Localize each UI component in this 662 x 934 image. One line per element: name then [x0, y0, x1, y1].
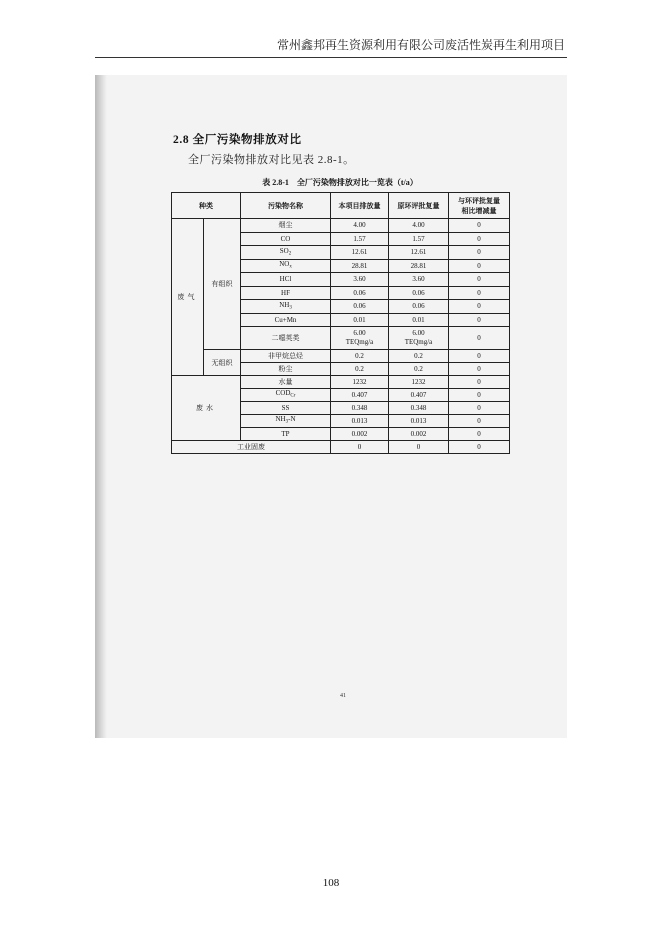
section-heading: 2.8 全厂污染物排放对比	[173, 134, 302, 146]
change-amount: 0	[449, 246, 510, 260]
approved-amount: 4.00	[389, 219, 449, 233]
running-header: 常州鑫邦再生资源利用有限公司废活性炭再生利用项目	[276, 38, 565, 52]
project-emission: 12.61	[331, 246, 389, 260]
change-amount: 0	[449, 300, 510, 314]
pollutant-name: 二噁英类	[241, 327, 331, 350]
formula-subscript: 3	[289, 305, 292, 310]
section-intro: 全厂污染物排放对比见表 2.8-1。	[188, 154, 355, 166]
change-amount: 0	[449, 402, 510, 415]
project-emission: 0.06	[331, 300, 389, 314]
change-amount: 0	[449, 428, 510, 441]
change-amount: 0	[449, 415, 510, 428]
project-emission: 3.60	[331, 273, 389, 287]
project-emission-unit: TEQmg/a	[345, 338, 374, 346]
approved-amount: 0	[389, 441, 449, 454]
table-caption	[171, 177, 509, 188]
pollutant-formula: COD	[275, 389, 291, 398]
approved-amount-unit: TEQmg/a	[404, 338, 433, 346]
project-emission: 1.57	[331, 232, 389, 246]
approved-amount: 0.06	[389, 300, 449, 314]
project-emission: 0	[331, 441, 389, 454]
project-emission: 0.06	[331, 286, 389, 300]
pollutant-name: Cu+Mn	[241, 313, 331, 327]
scan-edge-shadow	[95, 75, 107, 738]
approved-amount: 0.2	[389, 350, 449, 363]
change-amount: 0	[449, 313, 510, 327]
table-caption-label: 表 2.8-1	[262, 178, 289, 187]
approved-amount: 0.407	[389, 389, 449, 402]
change-amount: 0	[449, 273, 510, 287]
approved-amount	[389, 327, 449, 350]
page-number: 108	[322, 877, 340, 889]
pollutant-name	[241, 246, 331, 260]
table-row	[172, 441, 510, 454]
pollutant-formula: SO	[279, 246, 289, 255]
formula-suffix: -N	[288, 415, 296, 424]
subgroup-organized: 有组织	[204, 219, 241, 350]
project-emission: 0.348	[331, 402, 389, 415]
project-emission: 0.002	[331, 428, 389, 441]
project-emission: 0.013	[331, 415, 389, 428]
header-change-amount	[449, 193, 510, 219]
approved-amount: 3.60	[389, 273, 449, 287]
header-category: 种类	[172, 193, 241, 219]
header-pollutant: 污染物名称	[241, 193, 331, 219]
change-amount: 0	[449, 219, 510, 233]
change-amount: 0	[449, 389, 510, 402]
pollutant-name: HCl	[241, 273, 331, 287]
change-amount: 0	[449, 327, 510, 350]
change-amount: 0	[449, 441, 510, 454]
pollutant-name: CO	[241, 232, 331, 246]
change-amount: 0	[449, 232, 510, 246]
header-project-emission: 本项目排放量	[331, 193, 389, 219]
approved-amount: 0.002	[389, 428, 449, 441]
approved-amount: 0.06	[389, 286, 449, 300]
project-emission: 28.81	[331, 259, 389, 273]
approved-amount: 0.2	[389, 363, 449, 376]
approved-amount: 12.61	[389, 246, 449, 260]
pollutant-name: TP	[241, 428, 331, 441]
approved-amount: 0.01	[389, 313, 449, 327]
group-solid-waste: 工业固废	[172, 441, 331, 454]
pollutant-name: HF	[241, 286, 331, 300]
pollutant-name	[241, 259, 331, 273]
approved-amount: 1232	[389, 376, 449, 389]
change-amount: 0	[449, 350, 510, 363]
project-emission-value: 6.00	[353, 329, 366, 337]
project-emission: 0.01	[331, 313, 389, 327]
emission-comparison-table	[171, 192, 510, 454]
pollutant-name: 烟尘	[241, 219, 331, 233]
table-row	[172, 376, 510, 389]
project-emission: 0.2	[331, 363, 389, 376]
change-amount: 0	[449, 363, 510, 376]
pollutant-name: 非甲烷总烃	[241, 350, 331, 363]
group-waste-water: 废水	[172, 376, 241, 441]
approved-amount: 0.348	[389, 402, 449, 415]
formula-subscript: x	[289, 264, 292, 270]
pollutant-name	[241, 415, 331, 428]
pollutant-formula: NH	[275, 415, 286, 424]
header-change-line1: 与环评批复量	[458, 196, 500, 205]
table-row	[172, 219, 510, 233]
pollutant-name: 水量	[241, 376, 331, 389]
approved-amount: 1.57	[389, 232, 449, 246]
pollutant-formula: NH	[279, 300, 290, 309]
table-header-row	[172, 193, 510, 219]
table-row	[172, 350, 510, 363]
project-emission: 4.00	[331, 219, 389, 233]
formula-subscript: Cr	[290, 393, 296, 399]
pollutant-formula: NO	[279, 260, 290, 268]
approved-amount: 0.013	[389, 415, 449, 428]
approved-amount-value: 6.00	[412, 329, 425, 337]
group-waste-gas: 废气	[172, 219, 204, 376]
formula-subscript: 2	[288, 251, 292, 256]
header-approved-amount: 原环评批复量	[389, 193, 449, 219]
pollutant-name	[241, 389, 331, 402]
project-emission	[331, 327, 389, 350]
project-emission: 0.407	[331, 389, 389, 402]
pollutant-name: SS	[241, 402, 331, 415]
pollutant-name	[241, 300, 331, 314]
header-change-line2: 相比增减量	[461, 206, 497, 215]
project-emission: 1232	[331, 376, 389, 389]
approved-amount: 28.81	[389, 259, 449, 273]
table-caption-title: 全厂污染物排放对比一览表（t/a）	[296, 178, 418, 187]
subgroup-unorganized: 无组织	[204, 350, 241, 376]
formula-subscript: 3	[285, 419, 289, 425]
scanned-page-number: 41	[340, 693, 346, 699]
pollutant-name: 粉尘	[241, 363, 331, 376]
header-rule	[95, 57, 567, 58]
change-amount: 0	[449, 286, 510, 300]
change-amount: 0	[449, 259, 510, 273]
change-amount: 0	[449, 376, 510, 389]
project-emission: 0.2	[331, 350, 389, 363]
